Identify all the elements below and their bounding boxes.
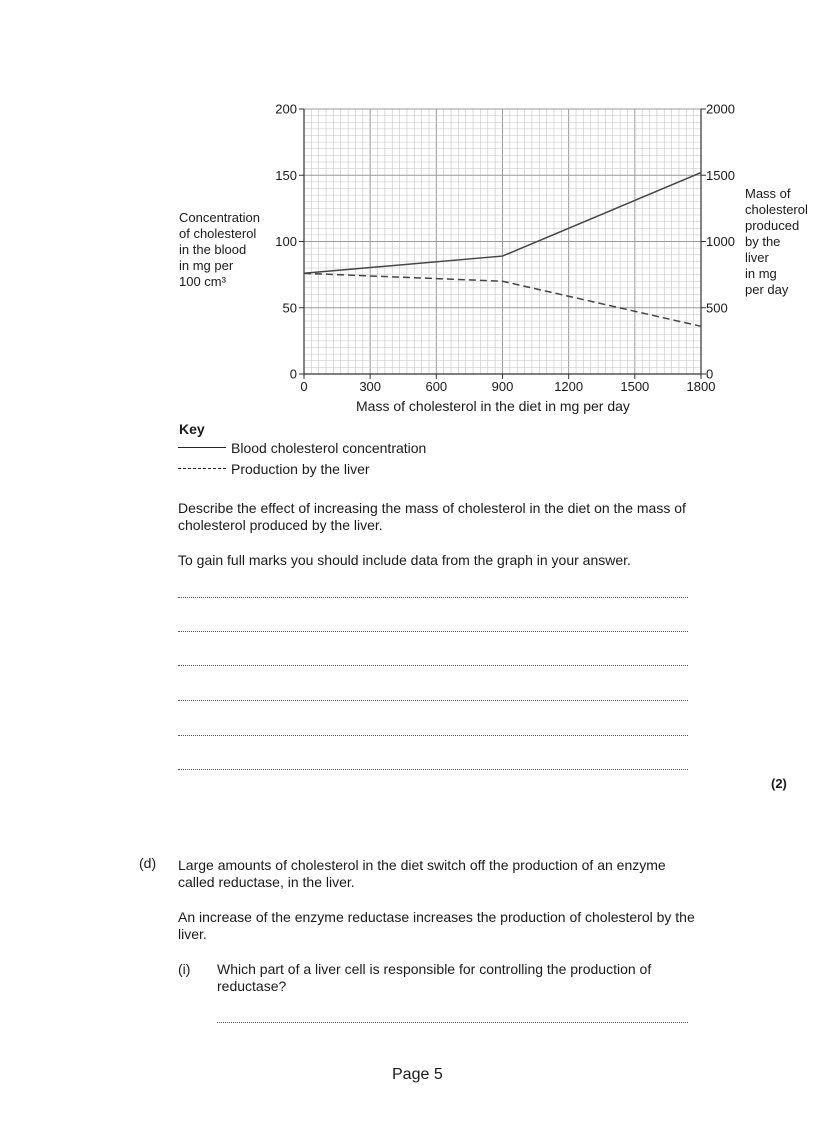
- right-axis-tick-label: 1500: [706, 167, 735, 183]
- left-axis-tick-label: 100: [275, 234, 297, 249]
- right-axis-tick-label: 500: [706, 300, 728, 316]
- right-axis-label-line: cholesterol: [745, 202, 808, 217]
- left-axis-label: [179, 210, 260, 290]
- left-axis-label-line: of cholesterol: [179, 226, 257, 241]
- part-d-label: (d): [139, 855, 157, 871]
- right-axis-label: [745, 186, 808, 298]
- x-axis-label: Mass of cholesterol in the diet in mg per day: [356, 398, 630, 414]
- right-axis-tick-label: 1000: [706, 234, 735, 249]
- question-prompt-line: Describe the effect of increasing the mass of cholesterol in the diet on the mass of: [178, 500, 686, 516]
- part-d-text-line: called reductase, in the liver.: [178, 874, 355, 890]
- right-axis-label-line: per day: [745, 282, 789, 297]
- key-dashed-line: [178, 468, 226, 469]
- x-axis-tick-label: 1800: [686, 379, 716, 394]
- left-axis-tick-label: 50: [282, 300, 297, 316]
- right-axis-tick-label: 0: [706, 366, 714, 382]
- part-d-text-line: liver.: [178, 926, 207, 942]
- answer-line[interactable]: [178, 631, 688, 632]
- answer-line[interactable]: [178, 700, 688, 701]
- left-axis-label-line: 100 cm³: [179, 274, 226, 289]
- sub-question-label: (i): [178, 961, 191, 977]
- x-axis-tick-label: 900: [491, 379, 514, 394]
- marks: (2): [771, 776, 787, 791]
- question-prompt-line: cholesterol produced by the liver.: [178, 517, 383, 533]
- right-axis-label-line: liver: [745, 250, 769, 265]
- question-instruction: To gain full marks you should include data from the graph in your answer.: [178, 552, 631, 568]
- x-axis-tick-label: 1500: [620, 379, 650, 394]
- part-d-text-line: An increase of the enzyme reductase increases the production of cholesterol by the: [178, 909, 695, 925]
- part-d-text: [178, 857, 758, 891]
- key-solid-line: [178, 447, 226, 448]
- part-d-text-line: Large amounts of cholesterol in the diet switch off the production of an enzyme: [178, 857, 666, 873]
- key-dashed-label: Production by the liver: [231, 461, 370, 477]
- right-axis-label-line: by the: [745, 234, 781, 249]
- right-axis-label-line: in mg: [745, 266, 777, 281]
- key-title: Key: [179, 421, 205, 437]
- left-axis-label-line: in the blood: [179, 242, 247, 257]
- x-axis-tick-label: 1200: [554, 379, 584, 394]
- right-axis-label-line: Mass of: [745, 186, 791, 201]
- x-axis-tick-label: 0: [300, 379, 308, 394]
- x-axis-tick-label: 600: [425, 379, 448, 394]
- answer-line[interactable]: [217, 1022, 688, 1023]
- left-axis-tick-label: 200: [275, 101, 297, 117]
- answer-line[interactable]: [178, 735, 688, 736]
- part-d-text-2: [178, 909, 758, 943]
- left-axis-label-line: Concentration: [179, 210, 260, 225]
- x-axis-tick-label: 300: [359, 379, 382, 394]
- question-prompt: [178, 500, 758, 534]
- key-solid-label: Blood cholesterol concentration: [231, 440, 427, 456]
- left-axis-tick-label: 150: [275, 167, 297, 183]
- answer-line[interactable]: [178, 665, 688, 666]
- right-axis-label-line: produced: [745, 218, 800, 233]
- answer-line[interactable]: [178, 769, 688, 770]
- page-number: Page 5: [392, 1066, 443, 1083]
- sub-question-line: Which part of a liver cell is responsible for controlling the production of: [217, 961, 652, 977]
- answer-line[interactable]: [178, 597, 688, 598]
- sub-question-line: reductase?: [217, 978, 287, 994]
- sub-question-text: [217, 961, 737, 995]
- left-axis-label-line: in mg per: [179, 258, 234, 273]
- right-axis-tick-label: 2000: [706, 101, 735, 117]
- cholesterol-graph: [0, 0, 828, 420]
- left-axis-tick-label: 0: [289, 366, 297, 382]
